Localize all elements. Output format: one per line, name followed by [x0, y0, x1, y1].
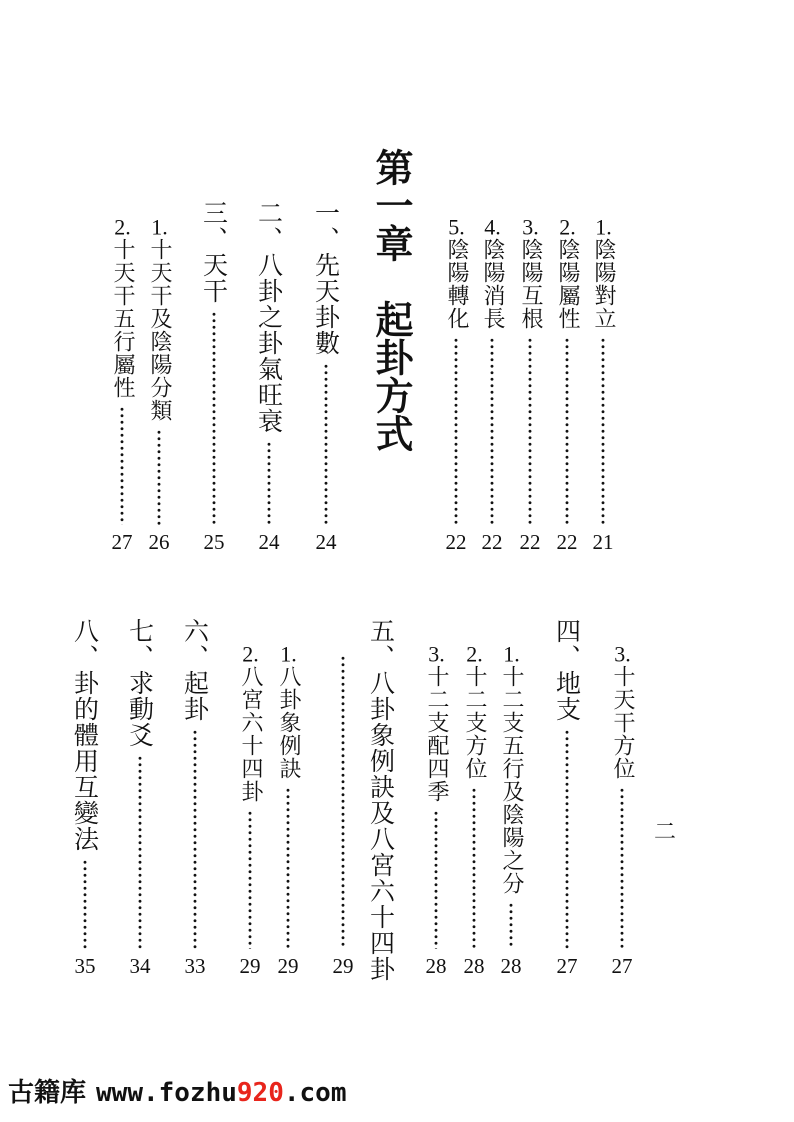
dot-leader: [83, 859, 87, 949]
section-label: [254, 200, 284, 434]
entry-label: [481, 216, 503, 330]
entry-number: 1.: [595, 216, 612, 238]
page-number: 27: [611, 954, 633, 978]
page-number: 28: [425, 954, 447, 978]
entry-title: 十二支配四季: [424, 665, 449, 803]
dot-leader: [528, 337, 532, 525]
section-title: 卦的體用互變法: [70, 670, 100, 852]
section-number: 二、: [254, 200, 284, 252]
section-number: 八、: [70, 618, 100, 670]
page-number: 24: [258, 530, 280, 554]
toc-section: [199, 200, 229, 553]
dot-leader: [565, 337, 569, 525]
section-number: 五、: [366, 618, 396, 670]
dot-leader: [138, 755, 142, 949]
dot-leader: [193, 729, 197, 949]
entry-number: 1.: [151, 216, 168, 238]
dot-leader: [565, 729, 569, 949]
toc-entry: [607, 643, 637, 977]
section-number: 六、: [180, 618, 210, 670]
page-number: 22: [519, 530, 541, 554]
entry-number: 3.: [522, 216, 539, 238]
page-number: 22: [445, 530, 467, 554]
dot-leader: [248, 810, 252, 949]
entry-label: [611, 643, 633, 780]
entry-title: 八宮六十四卦: [238, 665, 263, 803]
section-title: 地支: [552, 670, 582, 722]
toc-section-continuation: [328, 648, 358, 977]
entry-label: [277, 643, 299, 780]
section-number: 四、: [552, 618, 582, 670]
entry-label: [592, 216, 614, 330]
toc-entry: [441, 216, 471, 553]
dot-leader: [472, 787, 476, 949]
dot-leader: [120, 406, 124, 525]
section-number: 三、: [199, 200, 229, 252]
entry-number: 2.: [114, 216, 131, 238]
entry-title: 陰陽消長: [480, 238, 505, 330]
dot-leader: [434, 810, 438, 949]
dot-leader: [157, 429, 161, 525]
entry-number: 5.: [448, 216, 465, 238]
page-number: 29: [332, 954, 354, 978]
toc-entry: [459, 643, 489, 977]
toc-section: [180, 618, 210, 977]
page-number: 33: [184, 954, 206, 978]
entry-title: 八卦象例訣: [276, 665, 301, 780]
entry-label: [463, 643, 485, 780]
page-number: 28: [500, 954, 522, 978]
section-title: 起卦: [180, 670, 210, 722]
chapter-title: 起卦方式: [369, 300, 414, 452]
entry-title: 陰陽轉化: [444, 238, 469, 330]
section-number: 一、: [311, 200, 341, 252]
watermark-url-number: 920: [236, 1078, 284, 1108]
page-number: 29: [239, 954, 261, 978]
toc-section: [70, 618, 100, 977]
section-label: [70, 618, 100, 852]
entry-label: [148, 216, 170, 422]
toc-entry: [235, 643, 265, 977]
entry-title: 十天干方位: [610, 665, 635, 780]
dot-leader: [212, 311, 216, 525]
toc-entry: [273, 643, 303, 977]
toc-section: [254, 200, 284, 553]
entry-label: [519, 216, 541, 330]
toc-entry: [144, 216, 174, 553]
entry-label: [445, 216, 467, 330]
entry-title: 十天干五行屬性: [110, 238, 135, 399]
section-title: 八卦之卦氣旺衰: [254, 252, 284, 434]
entry-label: [111, 216, 133, 399]
watermark-site-name: 古籍库: [8, 1078, 87, 1108]
page-number: 29: [277, 954, 299, 978]
watermark-url-prefix: www.fozhu: [96, 1078, 237, 1108]
toc-entry: [588, 216, 618, 553]
toc-entry: [107, 216, 137, 553]
entry-label: [425, 643, 447, 803]
page-number: 34: [129, 954, 151, 978]
dot-leader: [509, 902, 513, 949]
entry-title: 十天干及陰陽分類: [147, 238, 172, 422]
entry-title: 陰陽屬性: [555, 238, 580, 330]
page-number: 27: [556, 954, 578, 978]
dot-leader: [324, 363, 328, 525]
section-label: [180, 618, 210, 722]
entry-title: 陰陽對立: [591, 238, 616, 330]
section-title: 先天卦數: [311, 252, 341, 356]
toc-section: [366, 618, 396, 982]
page-number: 21: [592, 530, 614, 554]
dot-leader: [601, 337, 605, 525]
chapter-heading: [368, 148, 414, 452]
section-number: 七、: [125, 618, 155, 670]
page-number: 22: [556, 530, 578, 554]
section-label: [366, 618, 396, 982]
page-number: 27: [111, 530, 133, 554]
page-number: 24: [315, 530, 337, 554]
dot-leader: [490, 337, 494, 525]
page-number: 22: [481, 530, 503, 554]
entry-number: 3.: [428, 643, 445, 665]
page-number: 25: [203, 530, 225, 554]
section-title: 天干: [199, 252, 229, 304]
section-label: [552, 618, 582, 722]
chapter-label: 第一章: [369, 148, 414, 262]
dot-leader: [267, 441, 271, 525]
entry-label: [500, 643, 522, 895]
page-number: 26: [148, 530, 170, 554]
entry-number: 4.: [484, 216, 501, 238]
entry-title: 十二支方位: [462, 665, 487, 780]
section-label: [311, 200, 341, 356]
entry-number: 2.: [466, 643, 483, 665]
dot-leader: [341, 655, 345, 949]
section-title: 求動爻: [125, 670, 155, 748]
toc-entry: [496, 643, 526, 977]
toc-section: [311, 200, 341, 553]
site-watermark: [8, 1078, 347, 1108]
entry-label: [239, 643, 261, 803]
entry-number: 2.: [242, 643, 259, 665]
entry-number: 3.: [614, 643, 631, 665]
toc-entry: [515, 216, 545, 553]
entry-number: 1.: [280, 643, 297, 665]
dot-leader: [454, 337, 458, 525]
section-title: 八卦象例訣及八宮六十四卦: [366, 670, 396, 982]
entry-title: 十二支五行及陰陽之分: [499, 665, 524, 895]
toc-section: [552, 618, 582, 977]
dot-leader: [620, 787, 624, 949]
entry-label: [556, 216, 578, 330]
toc-entry: [421, 643, 451, 977]
book-page-marker: 二: [654, 820, 677, 845]
toc-section: [125, 618, 155, 977]
entry-number: 1.: [503, 643, 520, 665]
page-number: 35: [74, 954, 96, 978]
page-number: 28: [463, 954, 485, 978]
section-label: [125, 618, 155, 748]
dot-leader: [286, 787, 290, 949]
watermark-url-suffix: .com: [283, 1078, 347, 1108]
entry-title: 陰陽互根: [518, 238, 543, 330]
toc-entry: [477, 216, 507, 553]
toc-entry: [552, 216, 582, 553]
section-label: [199, 200, 229, 304]
entry-number: 2.: [559, 216, 576, 238]
